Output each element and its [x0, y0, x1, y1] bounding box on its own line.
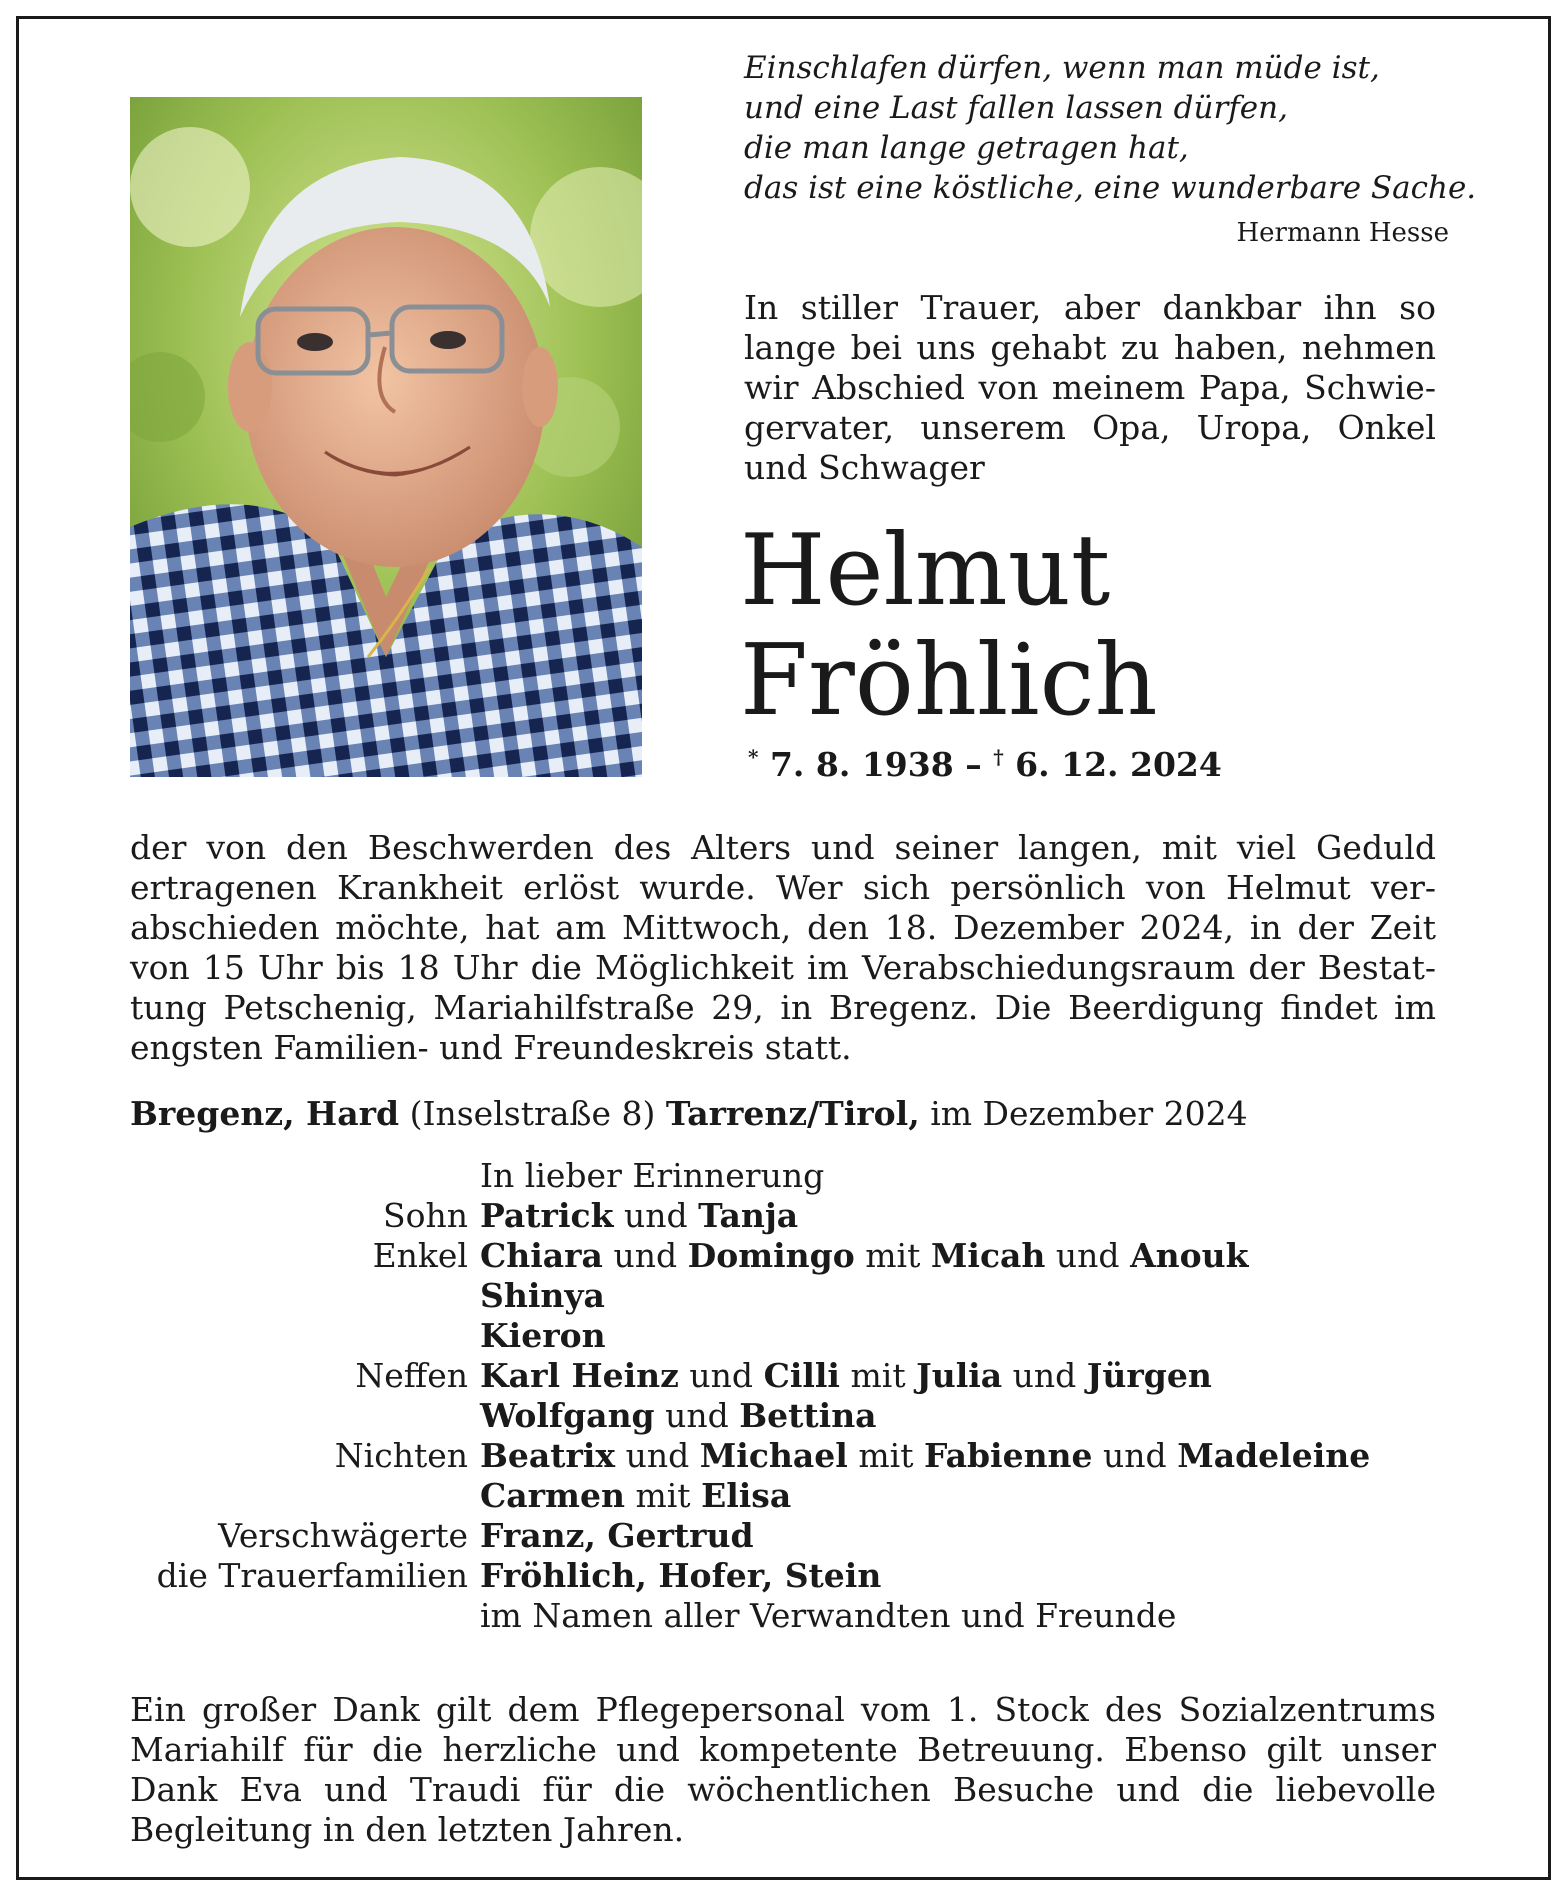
conjunction: und — [689, 1356, 754, 1395]
conjunction: und — [623, 1196, 688, 1235]
death-symbol: † — [993, 745, 1004, 769]
person-name: Shinya — [480, 1276, 605, 1315]
family-role — [130, 1396, 480, 1436]
person-name: Carmen — [480, 1476, 625, 1515]
family-row — [130, 1396, 1480, 1436]
family-names — [480, 1436, 1480, 1476]
place-street: (Inselstraße 8) — [409, 1094, 656, 1133]
family-row — [130, 1596, 1480, 1636]
conjunction: und — [665, 1396, 729, 1435]
family-role — [130, 1596, 480, 1636]
conjunction: mit — [635, 1476, 691, 1515]
conjunction: und — [1103, 1436, 1167, 1475]
person-name: Julia — [916, 1356, 1003, 1395]
body-line: ertragenen Krankheit erlöst wurde. Wer sich persönlich von Helmut ver- — [130, 868, 1436, 907]
family-role: Nichten — [334, 1436, 468, 1475]
person-name: Jürgen — [1086, 1356, 1212, 1395]
intro-line: wir Abschied von meinem Papa, Schwie- — [744, 368, 1436, 407]
family-row — [130, 1556, 1480, 1596]
first-name: Helmut — [740, 514, 1111, 628]
family-names — [480, 1396, 1480, 1436]
family-role — [130, 1316, 480, 1356]
place-date: im Dezember 2024 — [930, 1094, 1248, 1133]
conjunction: mit — [865, 1236, 921, 1275]
person-name: Patrick — [480, 1196, 614, 1235]
family-names — [480, 1356, 1480, 1396]
body-line: abschieden möchte, hat am Mittwoch, den 18. Dezember 2024, in der Zeit — [130, 908, 1436, 947]
person-name: Chiara — [480, 1236, 603, 1275]
intro-line: und Schwager — [744, 448, 985, 487]
conjunction: mit — [858, 1436, 914, 1475]
person-name: Fabienne — [923, 1436, 1093, 1475]
family-row — [130, 1316, 1480, 1356]
thanks-line: Mariahilf für die herzliche und kompetente Betreuung. Ebenso gilt unser — [130, 1730, 1436, 1769]
poem-author: Hermann Hesse — [1236, 218, 1449, 248]
family-role: Enkel — [372, 1236, 468, 1275]
date-dash: – — [965, 745, 982, 784]
person-name: Anouk — [1130, 1236, 1249, 1275]
intro-line: gervater, unserem Opa, Uropa, Onkel — [744, 408, 1436, 447]
person-name: Madeleine — [1177, 1436, 1371, 1475]
person-name: Tanja — [698, 1196, 799, 1235]
body-line: tung Petschenig, Mariahilfstraße 29, in Bregenz. Die Beerdigung findet im — [130, 988, 1436, 1027]
family-names — [480, 1236, 1480, 1276]
body-text — [130, 828, 1436, 1068]
person-name: Franz, Gertrud — [480, 1516, 754, 1555]
birth-symbol: * — [748, 745, 759, 769]
family-closing: im Namen aller Verwandten und Freunde — [480, 1596, 1177, 1635]
family-row — [130, 1276, 1480, 1316]
intro-text — [744, 288, 1436, 488]
family-role: die Trauerfamilien — [156, 1556, 468, 1595]
person-name: Karl Heinz — [480, 1356, 679, 1395]
body-line: von 15 Uhr bis 18 Uhr die Möglichkeit im Verabschiedungsraum der Bestat- — [130, 948, 1436, 987]
family-row — [130, 1236, 1480, 1276]
family-role — [130, 1476, 480, 1516]
family-names — [480, 1316, 1480, 1356]
family-names — [480, 1276, 1480, 1316]
thanks-line: Begleitung in den letzten Jahren. — [130, 1810, 685, 1849]
body-line: der von den Beschwerden des Alters und seiner langen, mit viel Geduld — [130, 828, 1436, 867]
place-city-2: Tarrenz/Tirol, — [665, 1094, 920, 1133]
person-name: Elisa — [701, 1476, 792, 1515]
conjunction: und — [1055, 1236, 1120, 1275]
family-row — [130, 1476, 1480, 1516]
portrait-photo — [130, 97, 642, 777]
family-row — [130, 1156, 1480, 1196]
thanks-line: Ein großer Dank gilt dem Pflegepersonal vom 1. Stock des Sozialzentrums — [130, 1690, 1436, 1729]
family-names — [480, 1516, 1480, 1556]
family-row — [130, 1516, 1480, 1556]
family-role — [130, 1276, 480, 1316]
family-role — [130, 1156, 480, 1196]
family-names — [480, 1196, 1480, 1236]
person-name: Wolfgang — [480, 1396, 655, 1435]
place-line — [130, 1094, 1248, 1133]
intro-line: In stiller Trauer, aber dankbar ihn so — [744, 288, 1436, 327]
person-name: Bettina — [739, 1396, 877, 1435]
poem-line: das ist eine köstliche, eine wunderbare Sache. — [744, 170, 1477, 206]
conjunction: und — [613, 1236, 678, 1275]
conjunction: und — [1012, 1356, 1077, 1395]
family-list — [130, 1156, 1480, 1636]
person-name: Fröhlich, Hofer, Stein — [480, 1556, 882, 1595]
family-heading: In lieber Erinnerung — [480, 1156, 825, 1195]
person-name: Michael — [699, 1436, 848, 1475]
life-dates — [748, 745, 1222, 784]
family-role: Sohn — [383, 1196, 468, 1235]
family-role: Verschwägerte — [218, 1516, 468, 1555]
conjunction: mit — [850, 1356, 906, 1395]
poem-line: und eine Last fallen lassen dürfen, — [744, 90, 1288, 126]
family-names — [480, 1556, 1480, 1596]
death-date: 6. 12. 2024 — [1015, 745, 1222, 784]
family-row — [130, 1436, 1480, 1476]
poem-line: die man lange getragen hat, — [744, 130, 1189, 166]
family-row — [130, 1196, 1480, 1236]
family-role: Neffen — [355, 1356, 468, 1395]
deceased-name — [740, 516, 1158, 736]
place-cities: Bregenz, Hard — [130, 1094, 400, 1133]
thanks-text — [130, 1690, 1436, 1850]
person-name: Kieron — [480, 1316, 606, 1355]
family-row — [130, 1356, 1480, 1396]
conjunction: und — [625, 1436, 690, 1475]
thanks-line: Dank Eva und Traudi für die wöchentlichen Besuche und die liebevolle — [130, 1770, 1436, 1809]
person-name: Domingo — [687, 1236, 855, 1275]
birth-date: 7. 8. 1938 — [769, 745, 954, 784]
family-names — [480, 1476, 1480, 1516]
person-name: Beatrix — [480, 1436, 616, 1475]
person-name: Cilli — [763, 1356, 840, 1395]
last-name: Fröhlich — [740, 624, 1158, 738]
poem-line: Einschlafen dürfen, wenn man müde ist, — [744, 50, 1380, 86]
poem — [744, 48, 1477, 208]
intro-line: lange bei uns gehabt zu haben, nehmen — [744, 328, 1436, 367]
person-name: Micah — [930, 1236, 1046, 1275]
body-line: engsten Familien- und Freundeskreis statt. — [130, 1028, 852, 1067]
